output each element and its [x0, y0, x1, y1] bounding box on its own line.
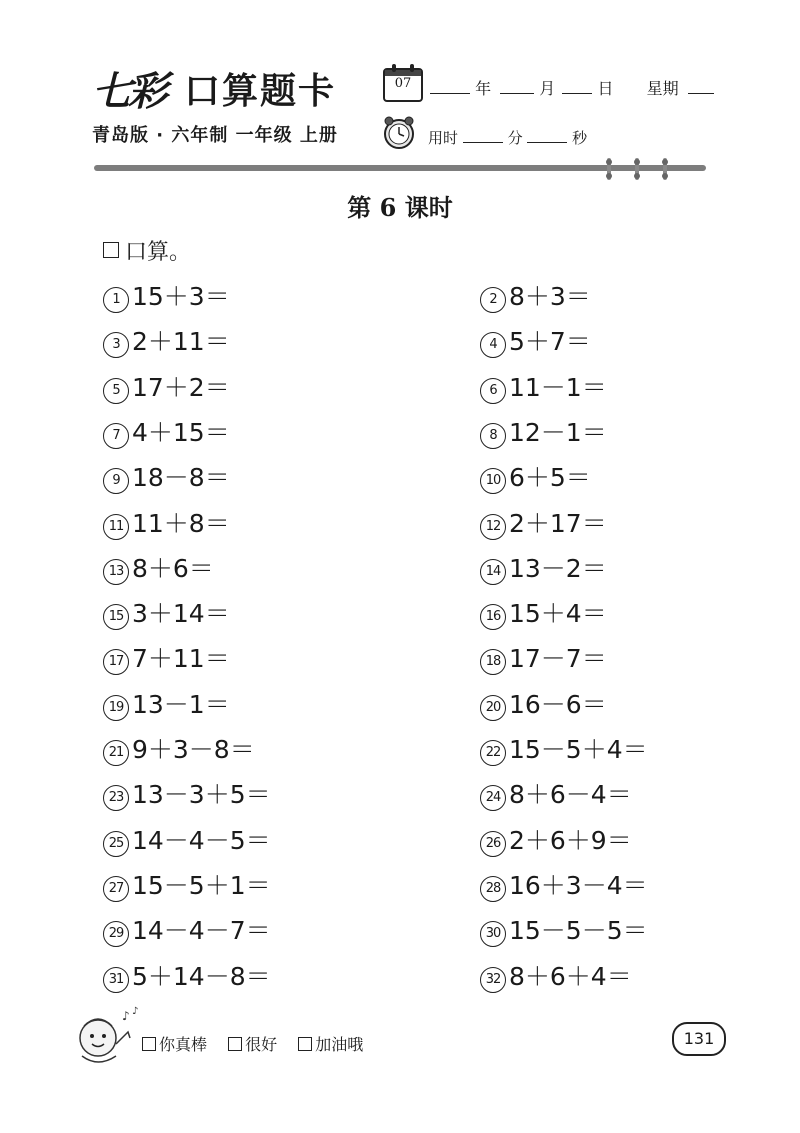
day-label: 日 — [597, 79, 614, 98]
problem-item — [480, 599, 607, 630]
date-fields — [430, 78, 714, 100]
problem-expression: 17＋2＝ — [132, 372, 230, 402]
problem-item — [103, 554, 214, 585]
binder-clip-icon — [632, 158, 642, 180]
rating-option[interactable] — [228, 1035, 277, 1054]
problem-number: 12 — [480, 514, 506, 540]
problem-expression: 16－6＝ — [509, 689, 607, 719]
problem-expression: 12－1＝ — [509, 417, 607, 447]
problem-expression: 13－1＝ — [132, 689, 230, 719]
problem-number: 4 — [480, 332, 506, 358]
problem-expression: 11＋8＝ — [132, 508, 230, 538]
instruction — [103, 238, 191, 268]
problem-number: 15 — [103, 604, 129, 630]
problem-number: 24 — [480, 785, 506, 811]
checkbox-icon — [103, 242, 119, 258]
checkbox-icon[interactable] — [142, 1037, 156, 1051]
problem-item — [103, 644, 230, 675]
problem-item — [480, 644, 607, 675]
problem-expression: 2＋11＝ — [132, 327, 230, 357]
problem-item — [480, 962, 632, 993]
problem-number: 18 — [480, 649, 506, 675]
calendar-number: 07 — [394, 76, 412, 91]
svg-text:♪: ♪ — [132, 1006, 139, 1017]
problem-item — [103, 780, 271, 811]
day-blank[interactable] — [562, 79, 592, 94]
problem-item — [480, 509, 607, 540]
problem-number: 3 — [103, 332, 129, 358]
problem-expression: 6＋5＝ — [509, 463, 591, 493]
week-label: 星期 — [646, 79, 679, 98]
problem-expression: 8＋6＝ — [132, 553, 214, 583]
problem-number: 21 — [103, 740, 129, 766]
problem-expression: 2＋17＝ — [509, 508, 607, 538]
problem-expression: 4＋15＝ — [132, 417, 230, 447]
problem-expression: 7＋11＝ — [132, 644, 230, 674]
problem-item — [480, 690, 607, 721]
problem-item — [103, 327, 230, 358]
problem-item — [103, 463, 230, 494]
problem-expression: 3＋14＝ — [132, 599, 230, 629]
problem-expression: 9＋3－8＝ — [132, 735, 255, 764]
problem-expression: 2＋6＋9＝ — [509, 825, 632, 855]
problem-number: 26 — [480, 831, 506, 857]
rating-option[interactable] — [142, 1035, 207, 1054]
problem-number: 10 — [480, 468, 506, 494]
clock-icon — [381, 114, 417, 150]
problem-number: 7 — [103, 423, 129, 449]
month-label: 月 — [539, 79, 556, 98]
problem-number: 2 — [480, 287, 506, 313]
problem-item — [103, 418, 230, 449]
problem-expression: 14－4－5＝ — [132, 825, 271, 855]
problem-number: 8 — [480, 423, 506, 449]
problem-item — [103, 282, 230, 313]
edition-label: 青岛版 · 六年制 一年级 上册 — [92, 125, 338, 146]
problem-expression: 17－7＝ — [509, 644, 607, 674]
header-divider — [94, 165, 706, 171]
problem-expression: 15－5＋1＝ — [132, 870, 271, 900]
week-blank[interactable] — [688, 79, 714, 94]
problem-item — [103, 871, 271, 902]
problem-expression: 16＋3－4＝ — [509, 870, 648, 900]
rating-label: 加油哦 — [315, 1035, 364, 1054]
problem-item — [103, 962, 271, 993]
problem-number: 5 — [103, 378, 129, 404]
minutes-label: 分 — [507, 129, 523, 147]
seconds-blank[interactable] — [527, 128, 567, 143]
problem-item — [103, 599, 230, 630]
problem-number: 31 — [103, 967, 129, 993]
problem-item — [103, 690, 230, 721]
lesson-title: 第 6 课时 — [347, 193, 453, 222]
problem-expression: 5＋14－8＝ — [132, 961, 271, 991]
problem-expression: 18－8＝ — [132, 463, 230, 493]
problem-number: 29 — [103, 921, 129, 947]
problem-number: 17 — [103, 649, 129, 675]
month-blank[interactable] — [500, 79, 534, 94]
binder-clip-icon — [660, 158, 670, 180]
title-logo — [92, 68, 354, 114]
problem-item — [480, 327, 591, 358]
problem-number: 13 — [103, 559, 129, 585]
problem-number: 16 — [480, 604, 506, 630]
minutes-blank[interactable] — [463, 128, 503, 143]
problem-number: 20 — [480, 695, 506, 721]
problem-item — [103, 916, 271, 947]
checkbox-icon[interactable] — [228, 1037, 242, 1051]
seconds-label: 秒 — [572, 129, 588, 147]
svg-text:♪: ♪ — [122, 1009, 130, 1023]
problem-item — [480, 463, 591, 494]
problem-expression: 8＋6＋4＝ — [509, 961, 632, 991]
problem-item — [480, 735, 648, 766]
problem-item — [480, 826, 632, 857]
mascot-icon — [70, 1004, 142, 1070]
binder-clip-icon — [604, 158, 614, 180]
problem-number: 30 — [480, 921, 506, 947]
logo-qicai: 七彩 — [92, 68, 164, 115]
problem-number: 22 — [480, 740, 506, 766]
problem-number: 25 — [103, 831, 129, 857]
problem-number: 32 — [480, 967, 506, 993]
problem-expression: 15－5－5＝ — [509, 916, 648, 946]
problem-expression: 11－1＝ — [509, 372, 607, 402]
problem-number: 27 — [103, 876, 129, 902]
rating-option[interactable] — [298, 1035, 363, 1054]
time-fields — [428, 127, 587, 149]
problem-number: 11 — [103, 514, 129, 540]
problem-number: 1 — [103, 287, 129, 313]
problem-expression: 15＋4＝ — [509, 599, 607, 629]
rating-label: 你真棒 — [159, 1035, 208, 1054]
problem-item — [480, 373, 607, 404]
problem-expression: 13－3＋5＝ — [132, 780, 271, 810]
problem-number: 14 — [480, 559, 506, 585]
problem-expression: 5＋7＝ — [509, 327, 591, 357]
problem-item — [480, 554, 607, 585]
instruction-text: 口算。 — [125, 240, 192, 265]
year-label: 年 — [475, 79, 492, 98]
logo-title: 口算题卡 — [184, 71, 337, 112]
problem-expression: 15－5＋4＝ — [509, 735, 648, 764]
rating-options — [142, 1034, 379, 1056]
problem-expression: 14－4－7＝ — [132, 916, 271, 946]
problem-item — [480, 871, 648, 902]
year-blank[interactable] — [430, 79, 470, 94]
problem-item — [103, 826, 271, 857]
calendar-icon — [383, 68, 423, 102]
problem-item — [103, 735, 255, 766]
problem-expression: 13－2＝ — [509, 553, 607, 583]
problem-item — [103, 373, 230, 404]
time-label: 用时 — [428, 129, 459, 147]
problem-item — [480, 418, 607, 449]
problem-item — [480, 282, 591, 313]
page-number: 131 — [672, 1022, 726, 1056]
problem-item — [103, 509, 230, 540]
problem-item — [480, 916, 648, 947]
problem-expression: 8＋3＝ — [509, 282, 591, 311]
problem-number: 23 — [103, 785, 129, 811]
problem-expression: 15＋3＝ — [132, 282, 230, 311]
problem-number: 9 — [103, 468, 129, 494]
problem-number: 28 — [480, 876, 506, 902]
checkbox-icon[interactable] — [298, 1037, 312, 1051]
problem-number: 6 — [480, 378, 506, 404]
rating-label: 很好 — [245, 1035, 278, 1054]
problem-expression: 8＋6－4＝ — [509, 780, 632, 810]
problem-number: 19 — [103, 695, 129, 721]
problem-item — [480, 780, 632, 811]
